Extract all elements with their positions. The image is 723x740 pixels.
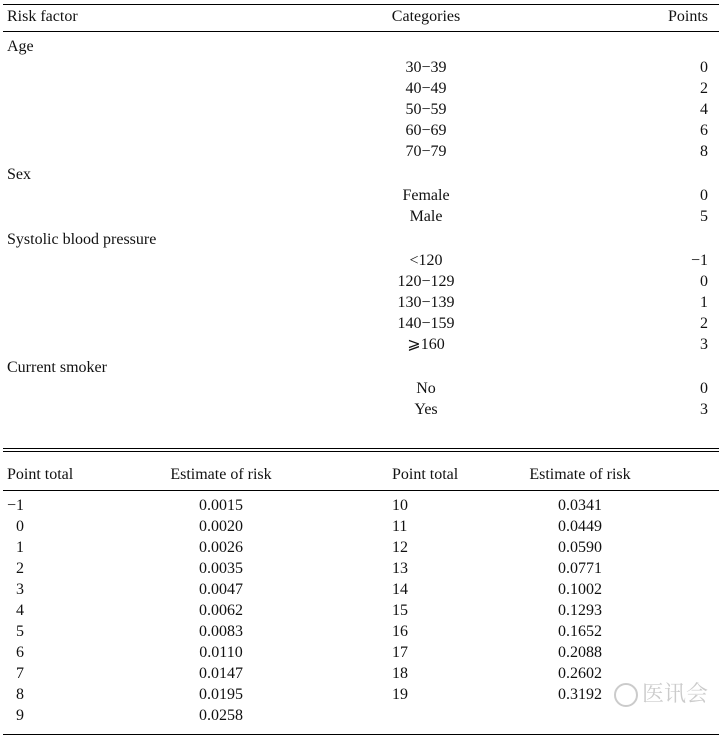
risk-estimate-cell: 0.0771 (558, 560, 602, 577)
risk-estimate-cell: 0.0590 (558, 539, 602, 556)
risk-estimate-cell: 0.2602 (558, 665, 602, 682)
point-total-cell: 18 (392, 665, 408, 682)
risk-estimate-cell: 0.0035 (199, 560, 243, 577)
risk-estimate-cell: 0.0258 (199, 707, 243, 724)
risk-estimate-cell: 0.0015 (199, 497, 243, 514)
risk-factor-label: Current smoker (7, 359, 107, 376)
category-cell: Yes (414, 401, 438, 418)
header-points: Points (667, 8, 708, 25)
risk-estimate-cell: 0.0026 (199, 539, 243, 556)
risk-estimate-cell: 0.2088 (558, 644, 602, 661)
category-cell: 40−49 (405, 80, 447, 97)
points-cell: 3 (700, 336, 708, 353)
logo-circle-icon (614, 683, 638, 707)
risk-estimate-cell: 0.0195 (199, 686, 243, 703)
risk-estimate-cell: 0.0147 (199, 665, 243, 682)
points-cell: −1 (690, 252, 708, 269)
risk-estimate-cell: 0.0449 (558, 518, 602, 535)
point-total-cell: 17 (392, 644, 408, 661)
risk-estimate-cell: 0.0062 (199, 602, 243, 619)
point-total-cell: 11 (392, 518, 408, 535)
category-cell: 130−139 (397, 294, 455, 311)
points-cell: 5 (700, 208, 708, 225)
points-cell: 0 (700, 273, 708, 290)
risk-estimate-cell: 0.1293 (558, 602, 602, 619)
point-total-cell: 19 (392, 686, 408, 703)
points-cell: 8 (700, 143, 708, 160)
risk-estimate-cell: 0.0110 (199, 644, 243, 661)
points-cell: 3 (700, 401, 708, 418)
point-total-cell: 2 (16, 560, 24, 577)
risk-factor-label: Age (7, 38, 34, 55)
category-cell: 120−129 (397, 273, 455, 290)
point-total-cell: 6 (16, 644, 24, 661)
point-total-cell: 9 (16, 707, 24, 724)
category-cell: No (416, 380, 436, 397)
point-total-cell: 4 (16, 602, 24, 619)
points-cell: 6 (700, 122, 708, 139)
risk-factor-label: Systolic blood pressure (7, 231, 157, 248)
point-total-cell: −1 (7, 497, 25, 514)
point-total-cell: 16 (392, 623, 408, 640)
point-total-cell: 3 (16, 581, 24, 598)
point-total-cell: 7 (16, 665, 24, 682)
category-cell: 60−69 (405, 122, 447, 139)
category-cell: 140−159 (397, 315, 455, 332)
points-cell: 0 (700, 59, 708, 76)
watermark (614, 680, 710, 710)
watermark-text: 医讯会 (642, 682, 709, 707)
point-total-cell: 15 (392, 602, 408, 619)
risk-factor-label: Sex (7, 166, 31, 183)
category-cell: <120 (409, 252, 443, 269)
point-total-cell: 0 (16, 518, 24, 535)
points-cell: 2 (700, 80, 708, 97)
points-cell: 0 (700, 187, 708, 204)
point-total-cell: 5 (16, 623, 24, 640)
risk-estimate-cell: 0.0047 (199, 581, 243, 598)
header-estimate-right: Estimate of risk (529, 466, 631, 483)
points-cell: 1 (700, 294, 708, 311)
points-cell: 2 (700, 315, 708, 332)
risk-estimate-cell: 0.0020 (199, 518, 243, 535)
risk-estimate-cell: 0.0341 (558, 497, 602, 514)
point-total-cell: 13 (392, 560, 408, 577)
points-cell: 4 (700, 101, 708, 118)
point-total-cell: 1 (16, 539, 24, 556)
header-categories: Categories (391, 8, 461, 25)
category-cell: 70−79 (405, 143, 447, 160)
risk-estimate-cell: 0.3192 (558, 686, 602, 703)
table2-bottom-rule (3, 734, 719, 735)
category-cell: Female (402, 187, 450, 204)
points-cell: 0 (700, 380, 708, 397)
header-estimate-left: Estimate of risk (170, 466, 272, 483)
category-cell: 50−59 (405, 101, 447, 118)
risk-estimate-cell: 0.0083 (199, 623, 243, 640)
point-total-cell: 14 (392, 581, 408, 598)
point-total-cell: 12 (392, 539, 408, 556)
category-cell: Male (409, 208, 443, 225)
header-risk-factor: Risk factor (7, 8, 78, 25)
risk-estimate-cell: 0.1002 (558, 581, 602, 598)
risk-estimate-cell: 0.1652 (558, 623, 602, 640)
header-point-total-right: Point total (392, 466, 459, 483)
point-total-cell: 10 (392, 497, 408, 514)
category-cell: ⩾160 (407, 336, 445, 353)
point-total-cell: 8 (16, 686, 24, 703)
header-point-total-left: Point total (7, 466, 74, 483)
category-cell: 30−39 (405, 59, 447, 76)
